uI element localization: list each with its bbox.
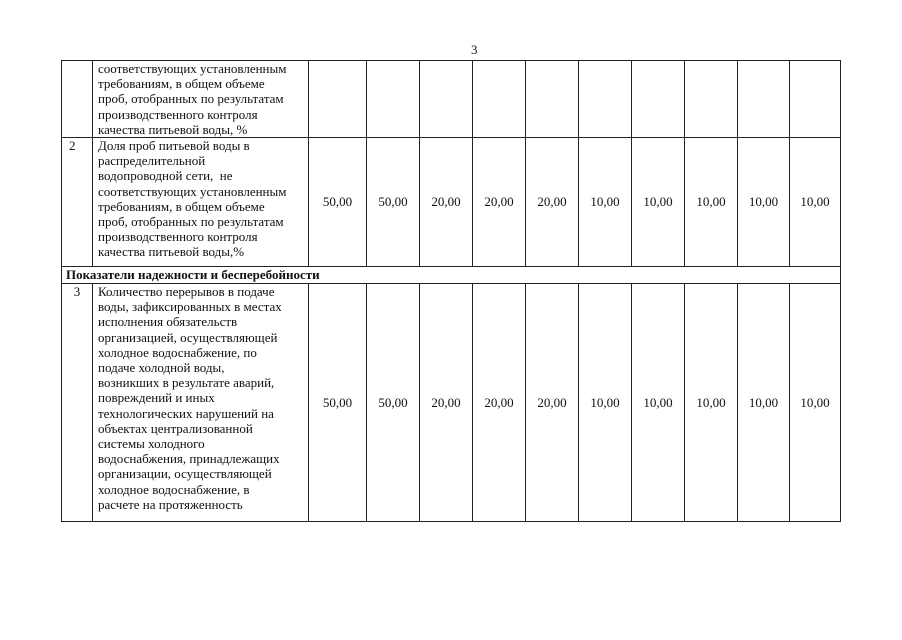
value-cell: 10,00 [632,138,685,267]
description-line: холодное водоснабжение, в [98,481,250,497]
value-cell: 20,00 [420,138,473,267]
value-cell: 50,00 [367,284,420,522]
description-line: производственного контроля [98,106,258,122]
description-line: Доля проб питьевой воды в [98,138,250,154]
description-line: требованиям, в общем объеме [98,198,265,214]
value-cell [309,61,367,138]
value-cell: 20,00 [526,284,579,522]
description-line: холодное водоснабжение, по [98,344,257,360]
value-cell: 10,00 [579,284,632,522]
row-description [93,61,309,138]
row-number: 3 [62,284,93,522]
description-line: требованиям, в общем объеме [98,76,265,92]
value-cell [738,61,790,138]
value-cell [685,61,738,138]
description-line: Количество перерывов в подаче [98,284,275,300]
section-row [62,267,841,284]
value-cell: 50,00 [309,284,367,522]
value-cell [632,61,685,138]
value-cell: 10,00 [790,284,841,522]
indicators-table [61,60,841,522]
value-cell: 20,00 [473,138,526,267]
description-line: качества питьевой воды, % [98,121,248,137]
value-cell: 50,00 [367,138,420,267]
description-line: водопроводной сети, не [98,168,233,184]
description-line: объектах централизованной [98,420,253,436]
table-row [62,61,841,138]
value-cell [420,61,473,138]
value-cell: 50,00 [309,138,367,267]
value-cell: 20,00 [526,138,579,267]
value-cell: 10,00 [738,284,790,522]
description-line: организацией, осуществляющей [98,329,278,345]
table-row [62,138,841,267]
page-number: 3 [471,42,478,57]
value-cell [790,61,841,138]
description-line: водоснабжения, принадлежащих [98,451,280,467]
value-cell: 10,00 [738,138,790,267]
description-line: расчете на протяженность [98,496,243,512]
description-line: соответствующих установленным [98,183,287,199]
description-line: производственного контроля [98,229,258,245]
table-row [62,284,841,522]
section-title: Показатели надежности и бесперебойности [62,267,841,284]
value-cell: 10,00 [685,284,738,522]
description-line: качества питьевой воды,% [98,244,245,260]
value-cell [526,61,579,138]
description-line: распределительной [98,153,206,169]
row-number: 2 [62,138,93,267]
description-line: технологических нарушений на [98,405,274,421]
description-line: повреждений и иных [98,390,215,406]
row-description [93,284,309,522]
value-cell [473,61,526,138]
description-line: системы холодного [98,436,205,452]
value-cell: 20,00 [420,284,473,522]
value-cell: 10,00 [632,284,685,522]
value-cell [367,61,420,138]
description-line: соответствующих установленным [98,61,287,76]
value-cell: 10,00 [685,138,738,267]
value-cell: 10,00 [579,138,632,267]
value-cell [579,61,632,138]
description-line: проб, отобранных по результатам [98,214,284,230]
description-line: организации, осуществляющей [98,466,272,482]
row-description [93,138,309,267]
description-line: исполнения обязательств [98,314,238,330]
value-cell: 10,00 [790,138,841,267]
description-line: подаче холодной воды, [98,360,225,376]
description-line: воды, зафиксированных в местах [98,299,282,315]
description-line: проб, отобранных по результатам [98,91,284,107]
row-number [62,61,93,138]
value-cell: 20,00 [473,284,526,522]
description-line: возникших в результате аварий, [98,375,275,391]
